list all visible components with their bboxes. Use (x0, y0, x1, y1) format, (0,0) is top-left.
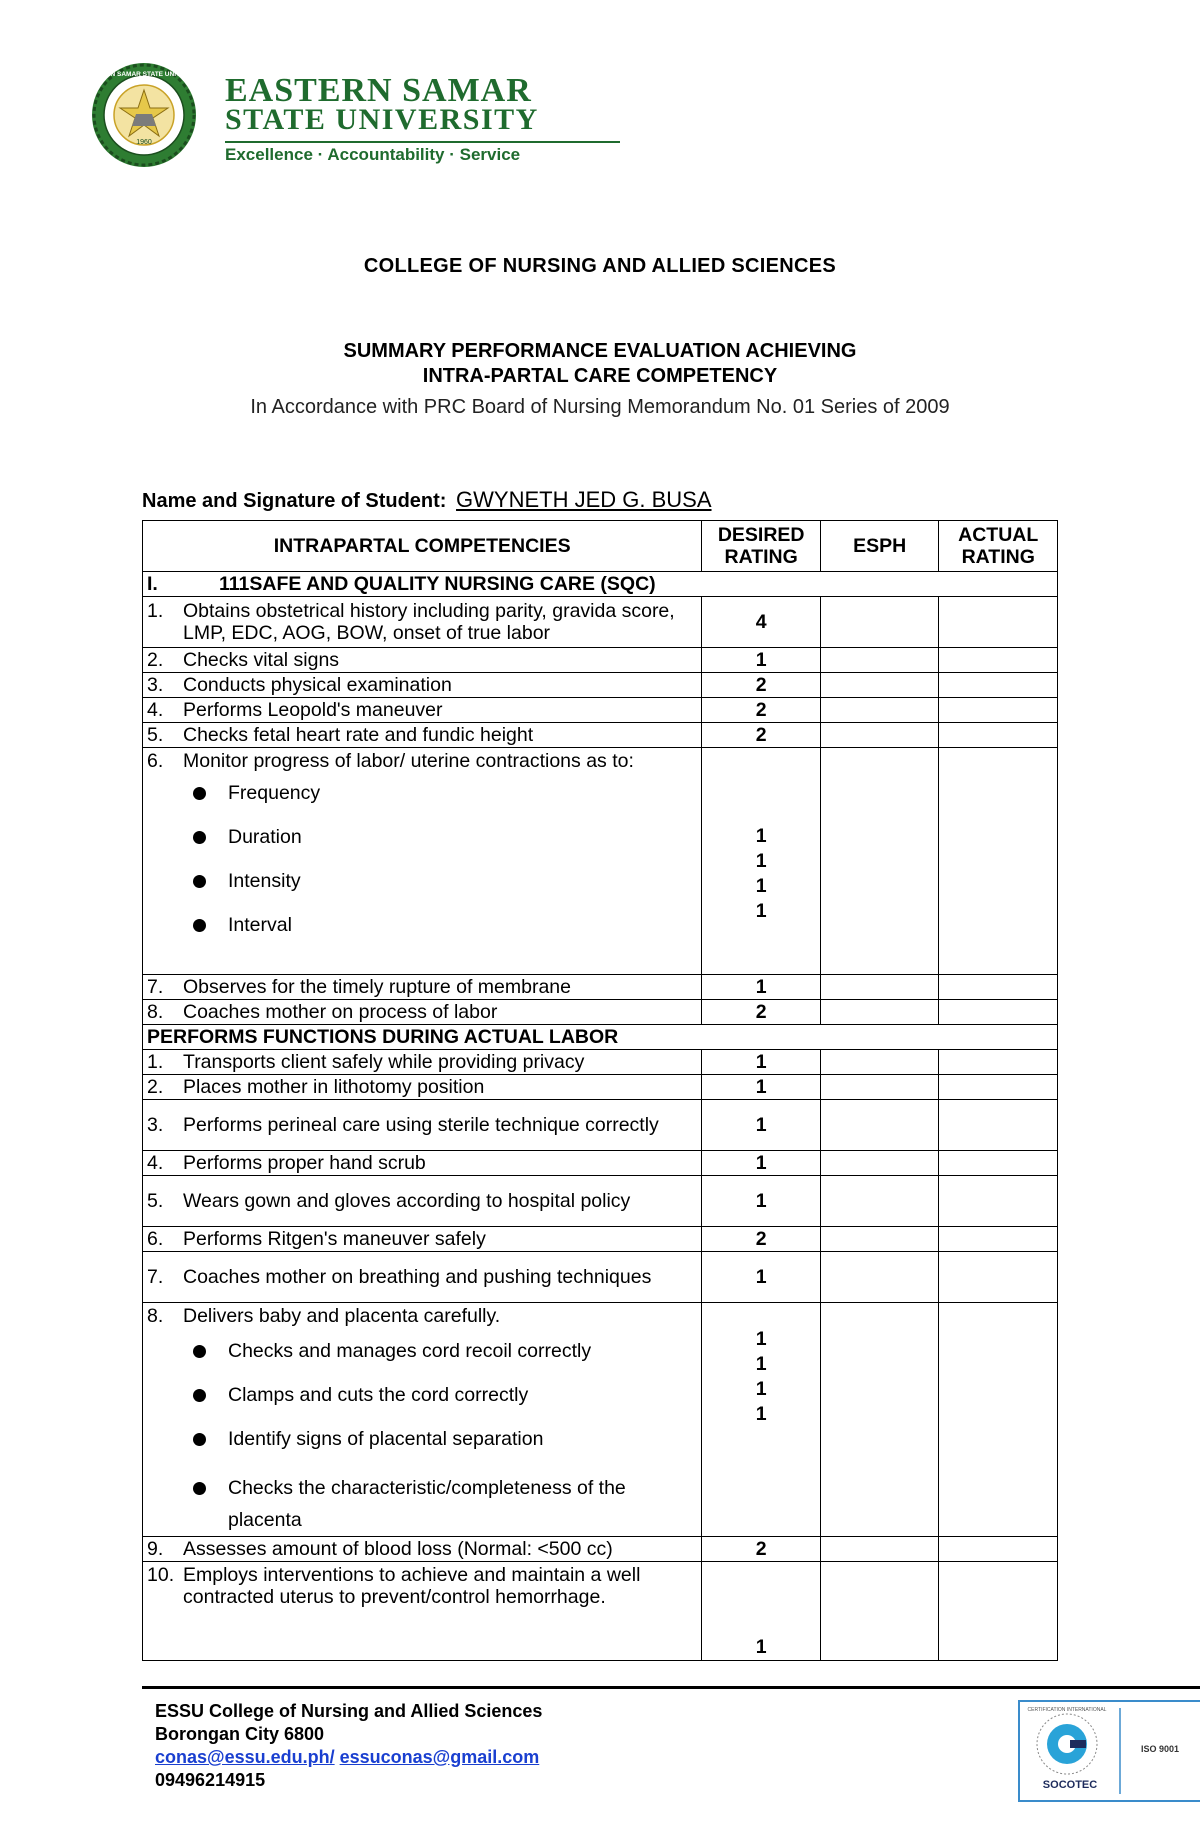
header-actual-rating: ACTUAL RATING (939, 521, 1058, 572)
certification-icon (1020, 1702, 1200, 1800)
actual-rating-cell[interactable] (939, 1227, 1058, 1252)
table-row: 5. Checks fetal heart rate and fundic height 2 (143, 723, 1058, 748)
table-header-row (143, 521, 1058, 572)
socotec-certification-badge (1018, 1700, 1200, 1802)
table-row: 1. Transports client safely while providing privacy 1 (143, 1050, 1058, 1075)
bullet-icon (193, 1389, 206, 1402)
desired-rating: 1 (702, 648, 821, 673)
bullet-icon (193, 1482, 206, 1495)
desired-rating: 1 (702, 1100, 821, 1151)
list-item: Interval (147, 914, 697, 936)
table-row: 2. Checks vital signs 1 (143, 648, 1058, 673)
desired-rating: 2 (702, 698, 821, 723)
table-row: 8. Delivers baby and placenta carefully. Checks and manages cord recoil correctly Clamps and cuts the cord correctly Identify signs of placental separation Checks the characteristic/completeness of the placenta 1 1 1 1 (143, 1303, 1058, 1537)
actual-rating-cell[interactable] (939, 1000, 1058, 1025)
actual-rating-cell[interactable] (939, 1176, 1058, 1227)
desired-rating: 1 (702, 1050, 821, 1075)
logo-divider (225, 141, 620, 143)
footer-phone: 09496214915 (155, 1770, 266, 1790)
bullet-icon (193, 919, 206, 932)
esph-cell[interactable] (820, 597, 939, 648)
college-title: COLLEGE OF NURSING AND ALLIED SCIENCES (363, 255, 837, 277)
footer-divider (142, 1686, 1200, 1689)
desired-rating: 1 (702, 1562, 821, 1661)
desired-rating: 1 1 1 1 (702, 1303, 821, 1537)
actual-rating-cell[interactable] (939, 673, 1058, 698)
esph-cell[interactable] (820, 1537, 939, 1562)
table-row: 4. Performs Leopold's maneuver 2 (143, 698, 1058, 723)
footer-college: ESSU College of Nursing and Allied Sciences (155, 1701, 543, 1721)
desired-rating: 1 (702, 1252, 821, 1303)
actual-rating-cell[interactable] (939, 1100, 1058, 1151)
actual-rating-cell[interactable] (939, 1303, 1058, 1537)
actual-rating-cell[interactable] (939, 748, 1058, 975)
actual-rating-cell[interactable] (939, 648, 1058, 673)
table-row: 8. Coaches mother on process of labor 2 (143, 1000, 1058, 1025)
table-row: 3. Conducts physical examination 2 (143, 673, 1058, 698)
bullet-icon (193, 1433, 206, 1446)
section-row (143, 1025, 1058, 1050)
university-logo (82, 60, 542, 170)
svg-text:SOCOTEC: SOCOTEC (1042, 1779, 1098, 1791)
bullet-icon (193, 1345, 206, 1358)
esph-cell[interactable] (820, 1303, 939, 1537)
list-item: Intensity (147, 870, 697, 892)
table-row: 6. Monitor progress of labor/ uterine contractions as to: Frequency Duration Intensity Interval 1 1 1 1 (143, 748, 1058, 975)
university-motto: Excellence · Accountability · Service (225, 145, 521, 164)
list-item: Checks the characteristic/completeness of the placenta (147, 1472, 697, 1536)
header-competencies: INTRAPARTAL COMPETENCIES (143, 521, 702, 572)
esph-cell[interactable] (820, 748, 939, 975)
table-row: 7. Observes for the timely rupture of membrane 1 (143, 975, 1058, 1000)
section-row (143, 572, 1058, 597)
esph-cell[interactable] (820, 698, 939, 723)
header-desired-rating: DESIRED RATING (702, 521, 821, 572)
esph-cell[interactable] (820, 1100, 939, 1151)
desired-rating: 2 (702, 1227, 821, 1252)
table-row: 6. Performs Ritgen's maneuver safely 2 (143, 1227, 1058, 1252)
competency-table (142, 520, 1058, 1661)
bullet-icon (193, 831, 206, 844)
table-row: 3. Performs perineal care using sterile technique correctly 1 (143, 1100, 1058, 1151)
esph-cell[interactable] (820, 1227, 939, 1252)
table-row: 1. Obtains obstetrical history including parity, gravida score, LMP, EDC, AOG, BOW, onset of true labor 4 (143, 597, 1058, 648)
table-row: 4. Performs proper hand scrub 1 (143, 1151, 1058, 1176)
header-esph: ESPH (820, 521, 939, 572)
table-row: 9. Assesses amount of blood loss (Normal: <500 cc) 2 (143, 1537, 1058, 1562)
table-row: 2. Places mother in lithotomy position 1 (143, 1075, 1058, 1100)
esph-cell[interactable] (820, 648, 939, 673)
esph-cell[interactable] (820, 1151, 939, 1176)
student-name: GWYNETH JED G. BUSA (456, 487, 712, 512)
university-seal-icon (82, 60, 212, 170)
email-link-1[interactable]: conas@essu.edu.ph/ (155, 1747, 335, 1767)
email-link-2[interactable]: essuconas@gmail.com (339, 1747, 540, 1767)
actual-rating-cell[interactable] (939, 698, 1058, 723)
bullet-icon (193, 787, 206, 800)
actual-rating-cell[interactable] (939, 723, 1058, 748)
actual-rating-cell[interactable] (939, 1252, 1058, 1303)
table-row: 10. Employs interventions to achieve and maintain a well contracted uterus to prevent/control hemorrhage. 1 (143, 1562, 1058, 1661)
svg-text:EASTERN SAMAR STATE UNIVERSITY: EASTERN SAMAR STATE UNIVERSITY (84, 71, 204, 78)
desired-rating: 1 (702, 1151, 821, 1176)
footer-emails (155, 1746, 542, 1769)
esph-cell[interactable] (820, 1050, 939, 1075)
svg-text:ISO 9001: ISO 9001 (1140, 1744, 1180, 1754)
esph-cell[interactable] (820, 723, 939, 748)
list-item: Duration (147, 826, 697, 848)
esph-cell[interactable] (820, 1176, 939, 1227)
student-label: Name and Signature of Student: (142, 490, 447, 512)
bullet-icon (193, 875, 206, 888)
desired-rating: 1 (702, 1075, 821, 1100)
desired-rating: 2 (702, 1000, 821, 1025)
actual-rating-cell[interactable] (939, 1537, 1058, 1562)
university-name-line1: EASTERN SAMAR (225, 72, 532, 109)
actual-rating-cell[interactable] (939, 1075, 1058, 1100)
list-item: Frequency (147, 782, 697, 804)
desired-rating: 1 (702, 1176, 821, 1227)
desired-rating: 1 (702, 975, 821, 1000)
svg-text:1960: 1960 (136, 139, 152, 146)
section-number: I. (147, 573, 158, 595)
esph-cell[interactable] (820, 1075, 939, 1100)
actual-rating-cell[interactable] (939, 1050, 1058, 1075)
evaluation-title-line2: INTRA-PARTAL CARE COMPETENCY (422, 365, 778, 387)
list-item: Clamps and cuts the cord correctly (147, 1384, 697, 1406)
actual-rating-cell[interactable] (939, 1562, 1058, 1661)
actual-rating-cell[interactable] (939, 975, 1058, 1000)
section-title: 111SAFE AND QUALITY NURSING CARE (SQC) (219, 573, 656, 595)
table-row: 7. Coaches mother on breathing and pushing techniques 1 (143, 1252, 1058, 1303)
university-name-line2: STATE UNIVERSITY (225, 103, 539, 136)
list-item: Identify signs of placental separation (147, 1428, 697, 1450)
desired-rating: 2 (702, 673, 821, 698)
actual-rating-cell[interactable] (939, 597, 1058, 648)
evaluation-title-line1: SUMMARY PERFORMANCE EVALUATION ACHIEVING (343, 340, 857, 362)
desired-rating: 2 (702, 723, 821, 748)
esph-cell[interactable] (820, 1252, 939, 1303)
student-name-line (142, 487, 712, 513)
svg-text:CERTIFICATION INTERNATIONAL: CERTIFICATION INTERNATIONAL (1027, 1707, 1107, 1713)
footer-address: Borongan City 6800 (155, 1724, 325, 1744)
desired-rating: 1 1 1 1 (702, 748, 821, 975)
section-title: PERFORMS FUNCTIONS DURING ACTUAL LABOR (143, 1025, 1058, 1050)
esph-cell[interactable] (820, 673, 939, 698)
list-item: Checks and manages cord recoil correctly (147, 1340, 697, 1362)
esph-cell[interactable] (820, 1562, 939, 1661)
table-row: 5. Wears gown and gloves according to hospital policy 1 (143, 1176, 1058, 1227)
esph-cell[interactable] (820, 975, 939, 1000)
esph-cell[interactable] (820, 1000, 939, 1025)
actual-rating-cell[interactable] (939, 1151, 1058, 1176)
memorandum-subtitle: In Accordance with PRC Board of Nursing Memorandum No. 01 Series of 2009 (250, 396, 950, 418)
desired-rating: 2 (702, 1537, 821, 1562)
footer-contact (155, 1700, 542, 1792)
desired-rating: 4 (702, 597, 821, 648)
